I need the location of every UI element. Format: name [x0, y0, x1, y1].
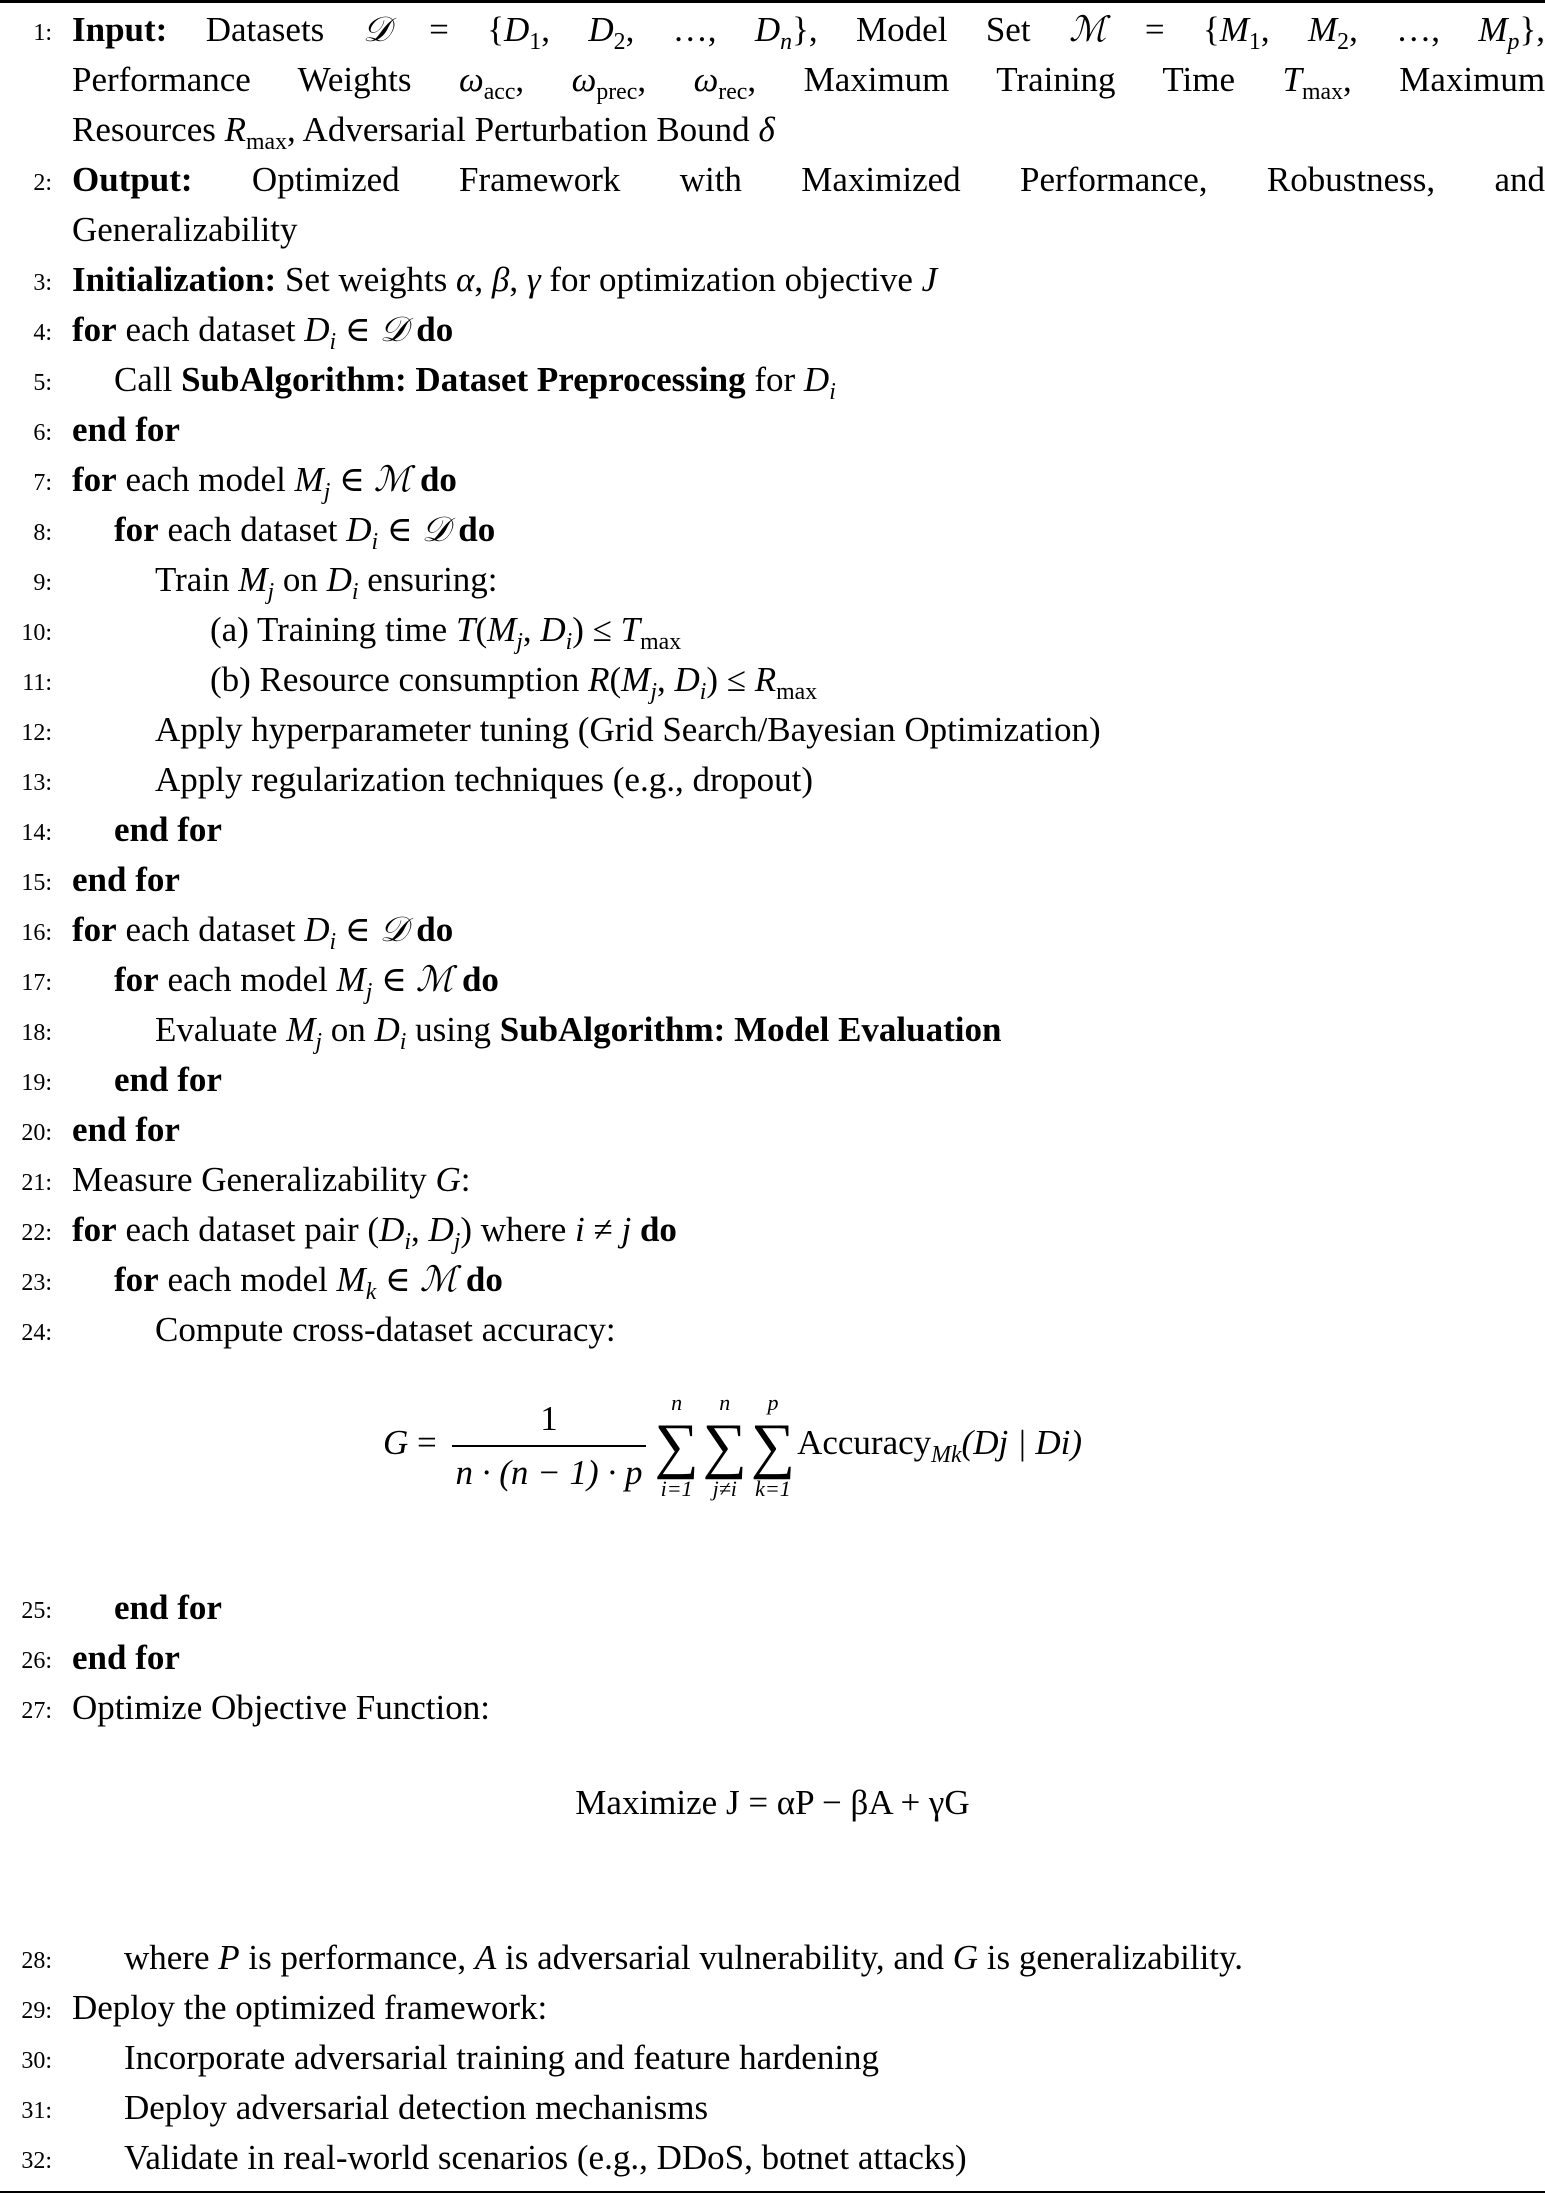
fraction: $\frac{1}{n \cdot (n - 1) \cdot p}$	[452, 1399, 647, 1493]
line-number: 18:	[21, 1020, 52, 1046]
line-number: 6:	[33, 420, 52, 446]
sum-i: n ∑ i=1	[654, 1390, 699, 1501]
line-number: 13:	[21, 770, 52, 796]
subalgorithm-evaluation: SubAlgorithm: Model Evaluation	[499, 1010, 1002, 1049]
top-rule	[0, 0, 1545, 3]
line-number: 10:	[21, 620, 52, 646]
line-number: 14:	[21, 820, 52, 846]
line-number: 32:	[21, 2148, 52, 2174]
line-number: 1:	[33, 20, 52, 46]
line-number: 23:	[21, 1270, 52, 1296]
sum-j: n ∑ j≠i	[702, 1390, 747, 1501]
line-number: 22:	[21, 1220, 52, 1246]
generalizability-equation: G = $\frac{1}{n \cdot (n - 1) \cdot p}$ n ∑ i=1 n ∑ j≠i p ∑ k=1 Accuracy$_{Mk}$(Dj | Di)	[383, 1390, 1082, 1501]
output-keyword: Output:	[72, 160, 193, 199]
line-number: 24:	[21, 1320, 52, 1346]
line-number: 5:	[33, 370, 52, 396]
line-number: 7:	[33, 470, 52, 496]
line-number: 31:	[21, 2098, 52, 2124]
line-number: 3:	[33, 270, 52, 296]
bottom-rule	[0, 2191, 1545, 2193]
line-number: 16:	[21, 920, 52, 946]
sum-k: p ∑ k=1	[750, 1390, 796, 1501]
line-number: 8:	[33, 520, 52, 546]
line-number: 15:	[21, 870, 52, 896]
line-number: 28:	[21, 1948, 52, 1974]
line-number: 11:	[22, 670, 52, 696]
line-number: 2:	[33, 170, 52, 196]
line-number: 17:	[21, 970, 52, 996]
line-number: 12:	[21, 720, 52, 746]
line-number: 9:	[33, 570, 52, 596]
line-number: 21:	[21, 1170, 52, 1196]
line-number: 4:	[33, 320, 52, 346]
line-number: 27:	[21, 1698, 52, 1724]
line-number: 25:	[21, 1598, 52, 1624]
line-number: 20:	[21, 1120, 52, 1146]
line-number: 19:	[21, 1070, 52, 1096]
init-keyword: Initialization:	[72, 260, 277, 299]
input-keyword: Input:	[72, 10, 168, 49]
line-number: 29:	[21, 1998, 52, 2024]
subalgorithm-preprocessing: SubAlgorithm: Dataset Preprocessing	[181, 360, 746, 399]
objective-equation: Maximize J = αP − βA + γG	[575, 1783, 970, 1822]
line-number: 30:	[21, 2048, 52, 2074]
line-number: 26:	[21, 1648, 52, 1674]
